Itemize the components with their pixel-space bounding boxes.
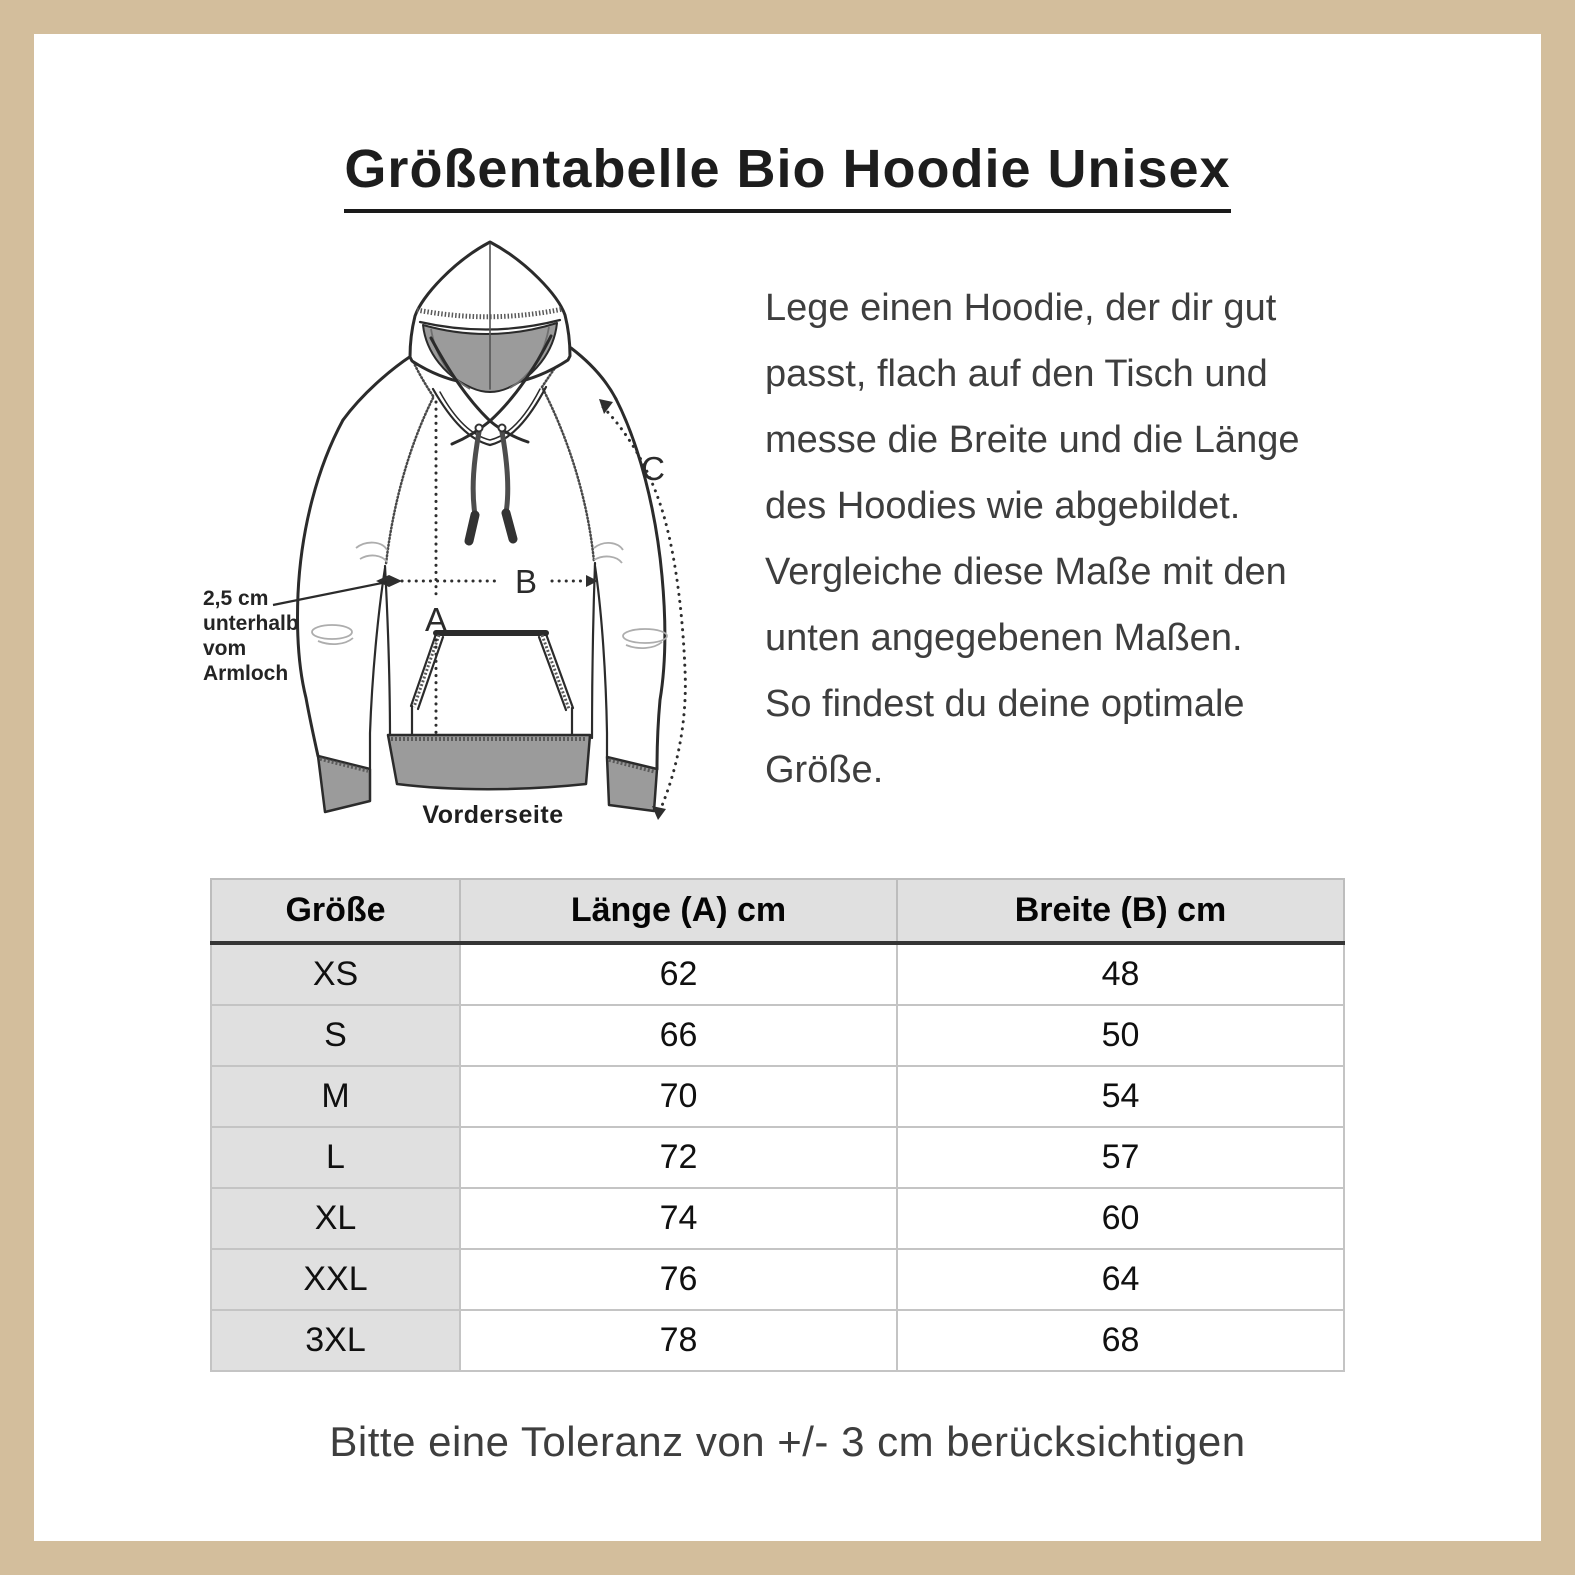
length-value: 78 [460, 1310, 897, 1371]
page-title: Größentabelle Bio Hoodie Unisex [344, 138, 1230, 213]
length-value: 74 [460, 1188, 897, 1249]
armhole-note-line: Armloch [203, 662, 289, 685]
column-header-width: Breite (B) cm [897, 879, 1344, 943]
right-cuff [607, 757, 657, 811]
hoodie-illustration [190, 228, 730, 828]
instruction-line: des Hoodies wie abgebildet. [765, 485, 1241, 527]
size-table-header-row [211, 879, 1344, 943]
table-row-xl [211, 1188, 1344, 1249]
armhole-note-line: vom [203, 637, 247, 660]
width-measure-line [376, 575, 598, 587]
tolerance-note: Bitte eine Toleranz von +/- 3 cm berücksichtigen [329, 1418, 1246, 1465]
width-value: 54 [897, 1066, 1344, 1127]
length-value: 76 [460, 1249, 897, 1310]
column-header-length: Länge (A) cm [460, 879, 897, 943]
instruction-line: passt, flach auf den Tisch und [765, 353, 1268, 395]
length-value: 70 [460, 1066, 897, 1127]
size-value: S [211, 1005, 460, 1066]
table-row-l [211, 1127, 1344, 1188]
size-value: M [211, 1066, 460, 1127]
left-cuff [318, 756, 370, 812]
table-row-s [211, 1005, 1344, 1066]
size-value: L [211, 1127, 460, 1188]
table-row-xxl [211, 1249, 1344, 1310]
size-value: XL [211, 1188, 460, 1249]
front-side-caption: Vorderseite [422, 801, 564, 828]
label-width-b: B [514, 563, 538, 600]
hood [410, 242, 570, 541]
hoodie-diagram [190, 228, 730, 828]
armhole-note [203, 586, 333, 686]
instruction-line: Lege einen Hoodie, der dir gut [765, 287, 1277, 329]
instruction-line: So findest du deine optimale [765, 683, 1245, 725]
length-value: 72 [460, 1127, 897, 1188]
instruction-line: Vergleiche diese Maße mit den [765, 551, 1287, 593]
width-value: 64 [897, 1249, 1344, 1310]
width-value: 60 [897, 1188, 1344, 1249]
armhole-note-line: unterhalb [203, 612, 299, 635]
size-value: 3XL [211, 1310, 460, 1371]
drawstrings [469, 425, 513, 542]
size-value: XS [211, 943, 460, 1005]
armhole-note-line: 2,5 cm [203, 587, 269, 610]
table-row-m [211, 1066, 1344, 1127]
width-value: 68 [897, 1310, 1344, 1371]
size-table [210, 878, 1345, 1372]
label-length-a: A [424, 601, 448, 638]
instruction-line: messe die Breite und die Länge [765, 419, 1300, 461]
length-value: 62 [460, 943, 897, 1005]
label-sleeve-c: C [641, 450, 665, 487]
width-value: 57 [897, 1127, 1344, 1188]
length-value: 66 [460, 1005, 897, 1066]
width-value: 48 [897, 943, 1344, 1005]
measuring-instructions [765, 275, 1385, 803]
page-title-row [0, 138, 1575, 213]
table-row-3xl [211, 1310, 1344, 1371]
hem-band [388, 735, 590, 789]
table-row-xs [211, 943, 1344, 1005]
instruction-line: Größe. [765, 749, 884, 791]
column-header-size: Größe [211, 879, 460, 943]
width-value: 50 [897, 1005, 1344, 1066]
size-value: XXL [211, 1249, 460, 1310]
instruction-line: unten angegebenen Maßen. [765, 617, 1243, 659]
